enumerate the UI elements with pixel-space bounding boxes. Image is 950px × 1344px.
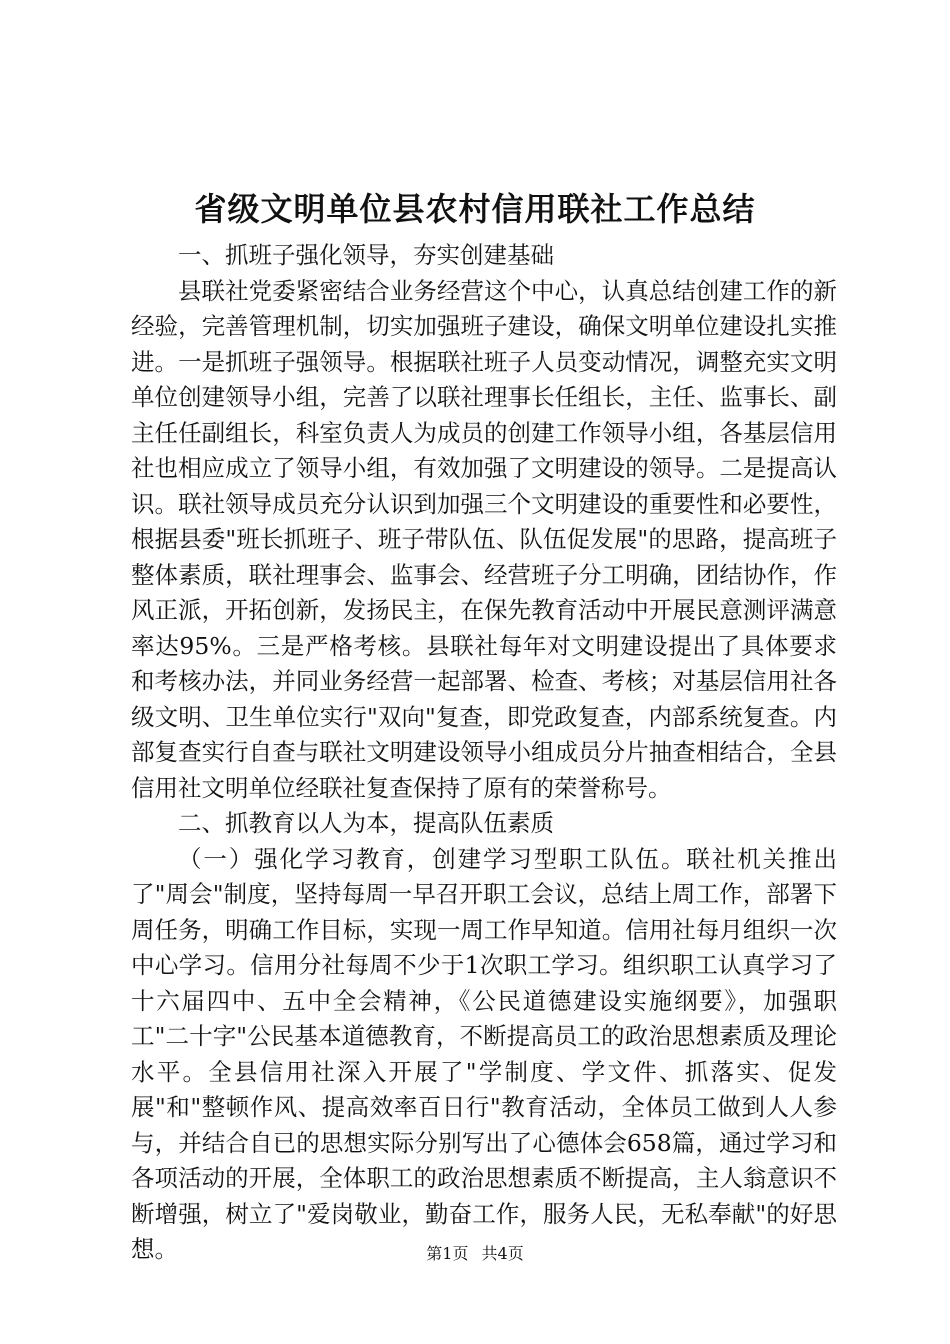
page-footer	[0, 1243, 950, 1265]
page-number: 第1页	[426, 1244, 469, 1263]
page-total: 共4页	[481, 1244, 524, 1263]
section-heading-1: 一、抓班子强化领导，夯实创建基础	[178, 241, 554, 269]
document-body	[131, 238, 837, 1268]
section-heading-2: 二、抓教育以人为本，提高队伍素质	[178, 809, 554, 837]
document-title: 省级文明单位县农村信用联社工作总结	[194, 190, 756, 228]
section-2-paragraph-1: （一）强化学习教育，创建学习型职工队伍。联社机关推出了"周会"制度，坚持每周一早召开职工会议，总结上周工作，部署下周任务，明确工作目标，实现一周工作早知道。信用社每月组织一次中心学习。信用分社每周不少于1次职工学习。组织职工认真学习了十六届四中、五中全会精神，《公民道德建设实施纲要》，加强职工"二十字"公民基本道德教育，不断提高员工的政治思想素质及理论水平。全县信用社深入开展了"学制度、学文件、抓落实、促发展"和"整顿作风、提高效率百日行"教育活动，全体员工做到人人参与，并结合自已的思想实际分别写出了心德体会658篇，通过学习和各项活动的开展，全体职工的政治思想素质不断提高，主人翁意识不断增强，树立了"爱岗敬业，勤奋工作，服务人民，无私奉献"的好思想。	[131, 844, 837, 1263]
section-1-paragraph-1: 县联社党委紧密结合业务经营这个中心，认真总结创建工作的新经验，完善管理机制，切实加强班子建设，确保文明单位建设扎实推进。一是抓班子强领导。根据联社班子人员变动情况，调整充实文明单位创建领导小组，完善了以联社理事长任组长，主任、监事长、副主任任副组长，科室负责人为成员的创建工作领导小组，各基层信用社也相应成立了领导小组，有效加强了文明建设的领导。二是提高认识。联社领导成员充分认识到加强三个文明建设的重要性和必要性，根据县委"班长抓班子、班子带队伍、队伍促发展"的思路，提高班子整体素质，联社理事会、监事会、经营班子分工明确，团结协作，作风正派，开拓创新，发扬民主，在保先教育活动中开展民意测评满意率达95%。三是严格考核。县联社每年对文明建设提出了具体要求和考核办法，并同业务经营一起部署、检查、考核；对基层信用社各级文明、卫生单位实行"双向"复查，即党政复查，内部系统复查。内部复查实行自查与联社文明建设领导小组成员分片抽查相结合，全县信用社文明单位经联社复查保持了原有的荣誉称号。	[131, 276, 837, 802]
